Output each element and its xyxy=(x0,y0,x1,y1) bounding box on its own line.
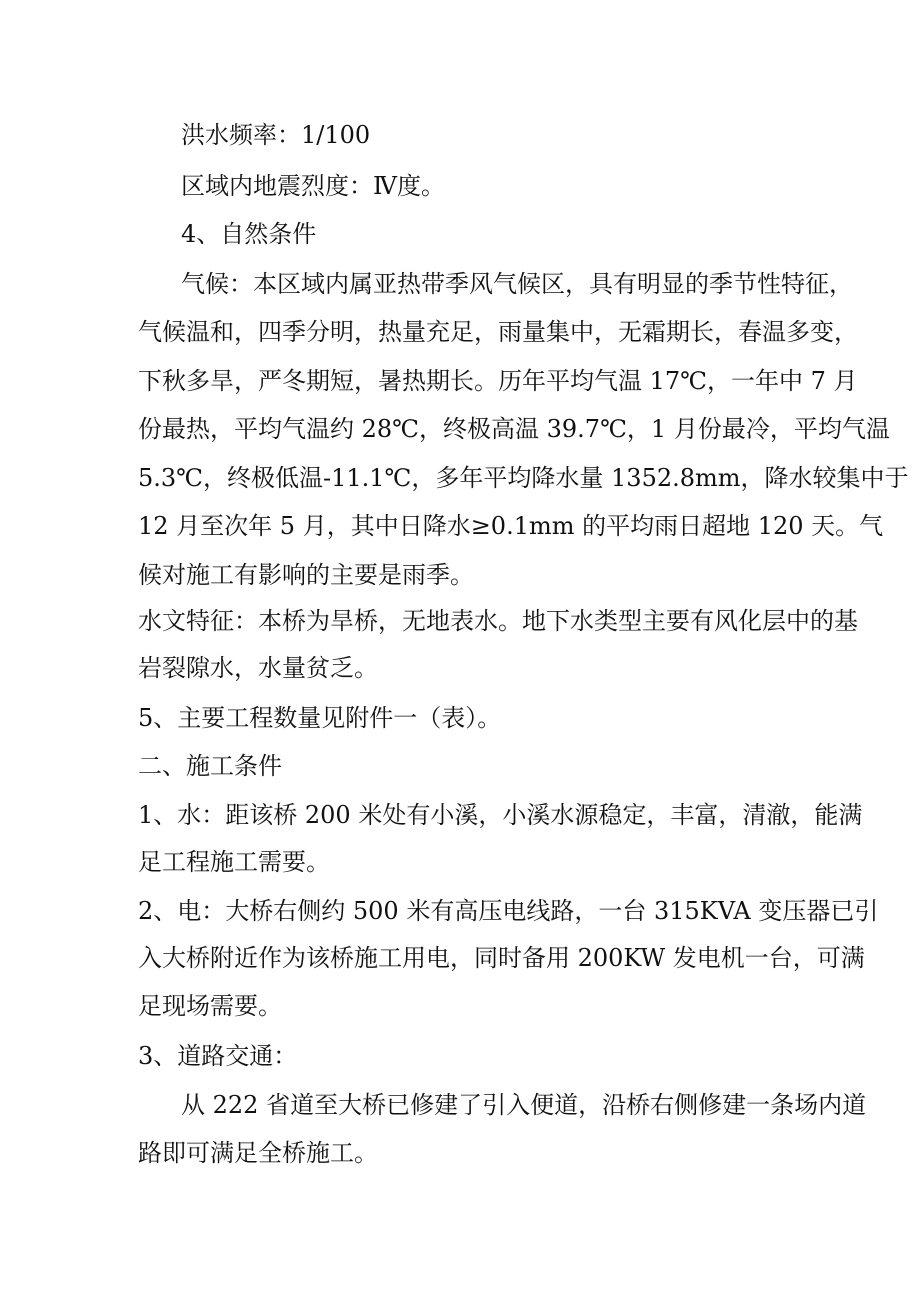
climate-paragraph-line-7: 候对施工有影响的主要是雨季。 xyxy=(138,561,474,589)
main-quantities-line: 5、主要工程数量见附件一（表）。 xyxy=(138,704,502,732)
road-paragraph-line-2: 路即可满足全桥施工。 xyxy=(138,1139,378,1167)
electricity-paragraph-line-1: 2、电：大桥右侧约 500 米有高压电线路，一台 315KVA 变压器已引 xyxy=(138,897,879,925)
climate-paragraph-line-3: 下秋多旱，严冬期短，暑热期长。历年平均气温 17℃，一年中 7 月 xyxy=(138,367,858,395)
section-construction-conditions-heading: 二、施工条件 xyxy=(138,752,282,780)
climate-paragraph-line-1: 气候：本区域内属亚热带季风气候区，具有明显的季节性特征， xyxy=(181,270,853,298)
electricity-paragraph-line-2: 入大桥附近作为该桥施工用电，同时备用 200KW 发电机一台，可满 xyxy=(138,944,865,972)
section-natural-conditions-heading: 4、自然条件 xyxy=(181,220,317,248)
hydrology-paragraph-line-1: 水文特征：本桥为旱桥，无地表水。地下水类型主要有风化层中的基 xyxy=(138,607,858,635)
flood-frequency-line: 洪水频率：1/100 xyxy=(181,121,371,149)
climate-paragraph-line-4: 份最热，平均气温约 28℃，终极高温 39.7℃，1 月份最冷，平均气温 xyxy=(138,415,890,443)
water-paragraph-line-1: 1、水：距该桥 200 米处有小溪，小溪水源稳定，丰富，清澈，能满 xyxy=(138,801,863,829)
water-paragraph-line-2: 足工程施工需要。 xyxy=(138,848,330,876)
climate-paragraph-line-6: 12 月至次年 5 月，其中日降水≥0.1mm 的平均雨日超地 120 天。气 xyxy=(138,512,884,540)
road-traffic-heading: 3、道路交通： xyxy=(138,1042,298,1070)
seismic-intensity-line: 区域内地震烈度：Ⅳ度。 xyxy=(181,172,445,200)
climate-paragraph-line-5: 5.3℃，终极低温-11.1℃，多年平均降水量 1352.8mm，降水较集中于 xyxy=(138,464,909,492)
electricity-paragraph-line-3: 足现场需要。 xyxy=(138,992,282,1020)
hydrology-paragraph-line-2: 岩裂隙水，水量贫乏。 xyxy=(138,654,378,682)
climate-paragraph-line-2: 气候温和，四季分明，热量充足，雨量集中，无霜期长，春温多变， xyxy=(138,318,858,346)
road-paragraph-line-1: 从 222 省道至大桥已修建了引入便道，沿桥右侧修建一条场内道 xyxy=(181,1091,867,1119)
